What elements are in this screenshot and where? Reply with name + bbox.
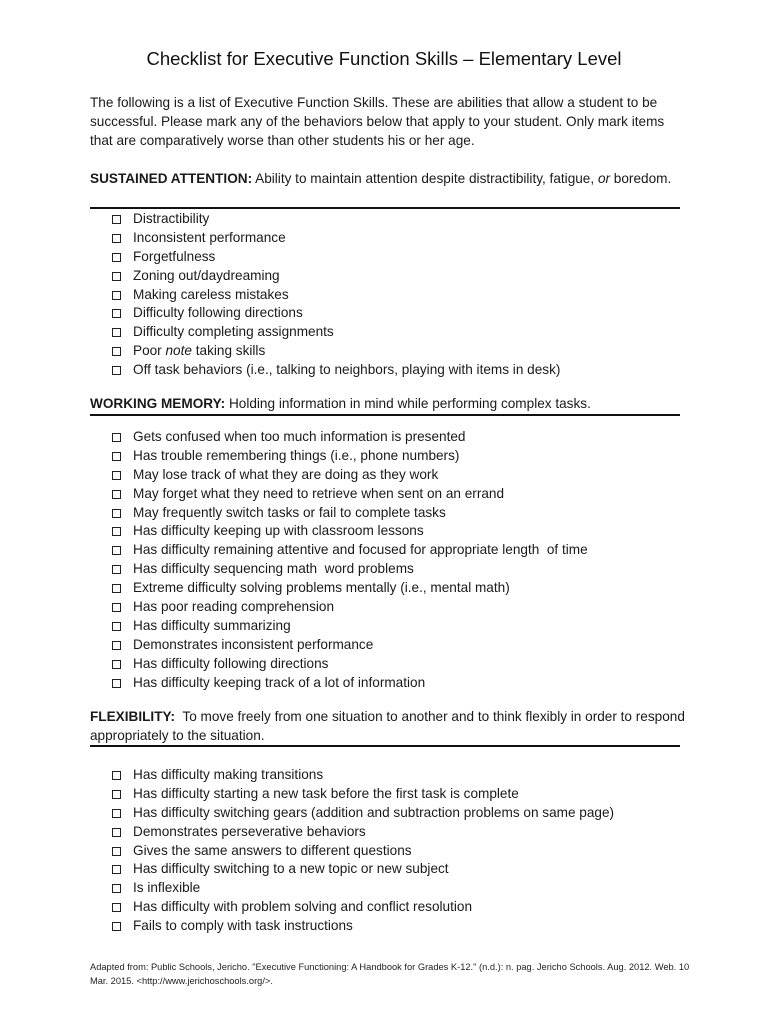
checkbox[interactable] xyxy=(112,771,121,780)
checklist-item[interactable] xyxy=(112,361,560,380)
checkbox[interactable] xyxy=(112,490,121,499)
checkbox[interactable] xyxy=(112,215,121,224)
checkbox[interactable] xyxy=(112,546,121,555)
checklist-item[interactable] xyxy=(112,636,588,655)
section-label: FLEXIBILITY: xyxy=(90,709,176,724)
checklist-item[interactable] xyxy=(112,447,588,466)
checklist-item[interactable] xyxy=(112,766,614,785)
checklist-item[interactable] xyxy=(112,248,560,267)
checkbox[interactable] xyxy=(112,809,121,818)
item-text: Demonstrates inconsistent performance xyxy=(133,636,374,652)
section-heading-flexibility xyxy=(90,707,690,745)
section-divider xyxy=(90,414,680,416)
section-description-emphasis: or xyxy=(597,171,611,186)
item-text: Has difficulty switching gears (addition and subtraction problems on same page) xyxy=(133,804,615,820)
checkbox[interactable] xyxy=(112,291,121,300)
intro-paragraph: The following is a list of Executive Function Skills. These are abilities that allow a student to be successful. Please mark any of the behaviors below that apply to your student. Only mark items that are comparatively worse than other students his or her age. xyxy=(90,95,665,148)
checklist-sustained-attention xyxy=(112,210,560,380)
section-heading-sustained-attention xyxy=(90,169,690,188)
section-description: Ability to maintain attention despite distractibility, fatigue, xyxy=(252,171,598,186)
checklist-flexibility xyxy=(112,766,614,936)
checkbox[interactable] xyxy=(112,452,121,461)
item-text: Difficulty completing assignments xyxy=(133,324,334,340)
checkbox[interactable] xyxy=(112,847,121,856)
item-text: Has difficulty with problem solving and conflict resolution xyxy=(133,899,473,915)
checklist-item[interactable] xyxy=(112,917,614,936)
section-description: Holding information in mind while performing complex tasks. xyxy=(225,396,591,411)
checkbox[interactable] xyxy=(112,433,121,442)
section-label: WORKING MEMORY: xyxy=(90,396,226,411)
checkbox[interactable] xyxy=(112,584,121,593)
checklist-item[interactable] xyxy=(112,504,588,523)
checklist-item[interactable] xyxy=(112,342,560,361)
checkbox[interactable] xyxy=(112,565,121,574)
item-text: Inconsistent performance xyxy=(133,229,286,245)
checkbox[interactable] xyxy=(112,828,121,837)
item-text: Demonstrates perseverative behaviors xyxy=(133,823,366,839)
item-text: May lose track of what they are doing as they work xyxy=(133,466,439,482)
checkbox[interactable] xyxy=(112,660,121,669)
item-text: Has difficulty remaining attentive and focused for appropriate length of time xyxy=(133,542,588,558)
checkbox[interactable] xyxy=(112,922,121,931)
checkbox[interactable] xyxy=(112,272,121,281)
item-text: Fails to comply with task instructions xyxy=(133,918,353,934)
checklist-item[interactable] xyxy=(112,229,560,248)
checkbox[interactable] xyxy=(112,679,121,688)
checkbox[interactable] xyxy=(112,622,121,631)
checklist-item[interactable] xyxy=(112,860,614,879)
section-heading-working-memory xyxy=(90,394,690,413)
checkbox[interactable] xyxy=(112,328,121,337)
checklist-item[interactable] xyxy=(112,823,614,842)
checkbox[interactable] xyxy=(112,527,121,536)
section-label: SUSTAINED ATTENTION: xyxy=(90,171,253,186)
citation-footer: Adapted from: Public Schools, Jericho. "Executive Functioning: A Handbook for Grades K-12." (n.d.): n. pag. Jericho Schools. Aug. 2012. Web. 10 Mar. 2015. <http://www.jerichoschools.org/>. xyxy=(90,962,690,986)
item-text: Off task behaviors (i.e., talking to neighbors, playing with items in desk) xyxy=(133,362,561,378)
item-text: Extreme difficulty solving problems mentally (i.e., mental math) xyxy=(133,580,510,596)
checklist-item[interactable] xyxy=(112,842,614,861)
checklist-item[interactable] xyxy=(112,785,614,804)
checkbox[interactable] xyxy=(112,903,121,912)
checklist-item[interactable] xyxy=(112,210,560,229)
checklist-item[interactable] xyxy=(112,655,588,674)
page-title: Checklist for Executive Function Skills – Elementary Level xyxy=(146,48,622,69)
item-text: Is inflexible xyxy=(133,880,201,896)
checklist-item[interactable] xyxy=(112,541,588,560)
item-text-start: Poor xyxy=(133,343,166,359)
checklist-item[interactable] xyxy=(112,804,614,823)
checkbox[interactable] xyxy=(112,884,121,893)
item-text: May forget what they need to retrieve when sent on an errand xyxy=(133,485,505,501)
item-text: Zoning out/daydreaming xyxy=(133,267,280,283)
checklist-item[interactable] xyxy=(112,267,560,286)
checklist-working-memory xyxy=(112,428,588,692)
item-text: Forgetfulness xyxy=(133,248,216,264)
checkbox[interactable] xyxy=(112,509,121,518)
checkbox[interactable] xyxy=(112,253,121,262)
item-text: May frequently switch tasks or fail to complete tasks xyxy=(133,504,446,520)
item-text: Gives the same answers to different questions xyxy=(133,842,412,858)
item-text: Has difficulty keeping up with classroom lessons xyxy=(133,523,424,539)
item-text: Has trouble remembering things (i.e., phone numbers) xyxy=(133,447,460,463)
item-text: Has difficulty starting a new task before the first task is complete xyxy=(133,785,519,801)
checklist-item[interactable] xyxy=(112,304,560,323)
checkbox[interactable] xyxy=(112,603,121,612)
checklist-item[interactable] xyxy=(112,598,588,617)
item-text: Has difficulty sequencing math word problems xyxy=(133,561,414,577)
item-text-end: taking skills xyxy=(191,343,266,359)
item-text: Gets confused when too much information is presented xyxy=(133,429,466,444)
item-text: Has difficulty keeping track of a lot of information xyxy=(133,674,426,690)
checklist-item[interactable] xyxy=(112,466,588,485)
checklist-item[interactable] xyxy=(112,674,588,693)
item-text xyxy=(133,342,265,361)
checklist-item[interactable] xyxy=(112,485,588,504)
checklist-item[interactable] xyxy=(112,323,560,342)
checkbox[interactable] xyxy=(112,865,121,874)
checklist-item[interactable] xyxy=(112,879,614,898)
item-text: Distractibility xyxy=(133,211,210,226)
checkbox[interactable] xyxy=(112,234,121,243)
checklist-item[interactable] xyxy=(112,617,588,636)
item-text: Has poor reading comprehension xyxy=(133,599,335,615)
checklist-item[interactable] xyxy=(112,428,588,447)
checkbox[interactable] xyxy=(112,309,121,318)
item-text: Has difficulty summarizing xyxy=(133,617,291,633)
item-text: Difficulty following directions xyxy=(133,305,303,321)
checklist-item[interactable] xyxy=(112,560,588,579)
item-text: Has difficulty making transitions xyxy=(133,767,324,782)
checkbox[interactable] xyxy=(112,641,121,650)
item-text: Has difficulty following directions xyxy=(133,655,329,671)
section-description-end: boredom. xyxy=(610,171,672,186)
section-description: To move freely from one situation to another and to think flexibly in order to respond appropriately to the situation. xyxy=(90,709,689,743)
checkbox[interactable] xyxy=(112,790,121,799)
checklist-item[interactable] xyxy=(112,286,560,305)
checklist-item[interactable] xyxy=(112,522,588,541)
item-text: Has difficulty switching to a new topic or new subject xyxy=(133,861,449,877)
section-divider xyxy=(90,745,680,747)
checkbox[interactable] xyxy=(112,366,121,375)
item-text-emphasis: note xyxy=(165,343,192,359)
checkbox[interactable] xyxy=(112,347,121,356)
checkbox[interactable] xyxy=(112,471,121,480)
section-divider xyxy=(90,207,680,209)
item-text: Making careless mistakes xyxy=(133,286,289,302)
checklist-item[interactable] xyxy=(112,898,614,917)
checklist-item[interactable] xyxy=(112,579,588,598)
